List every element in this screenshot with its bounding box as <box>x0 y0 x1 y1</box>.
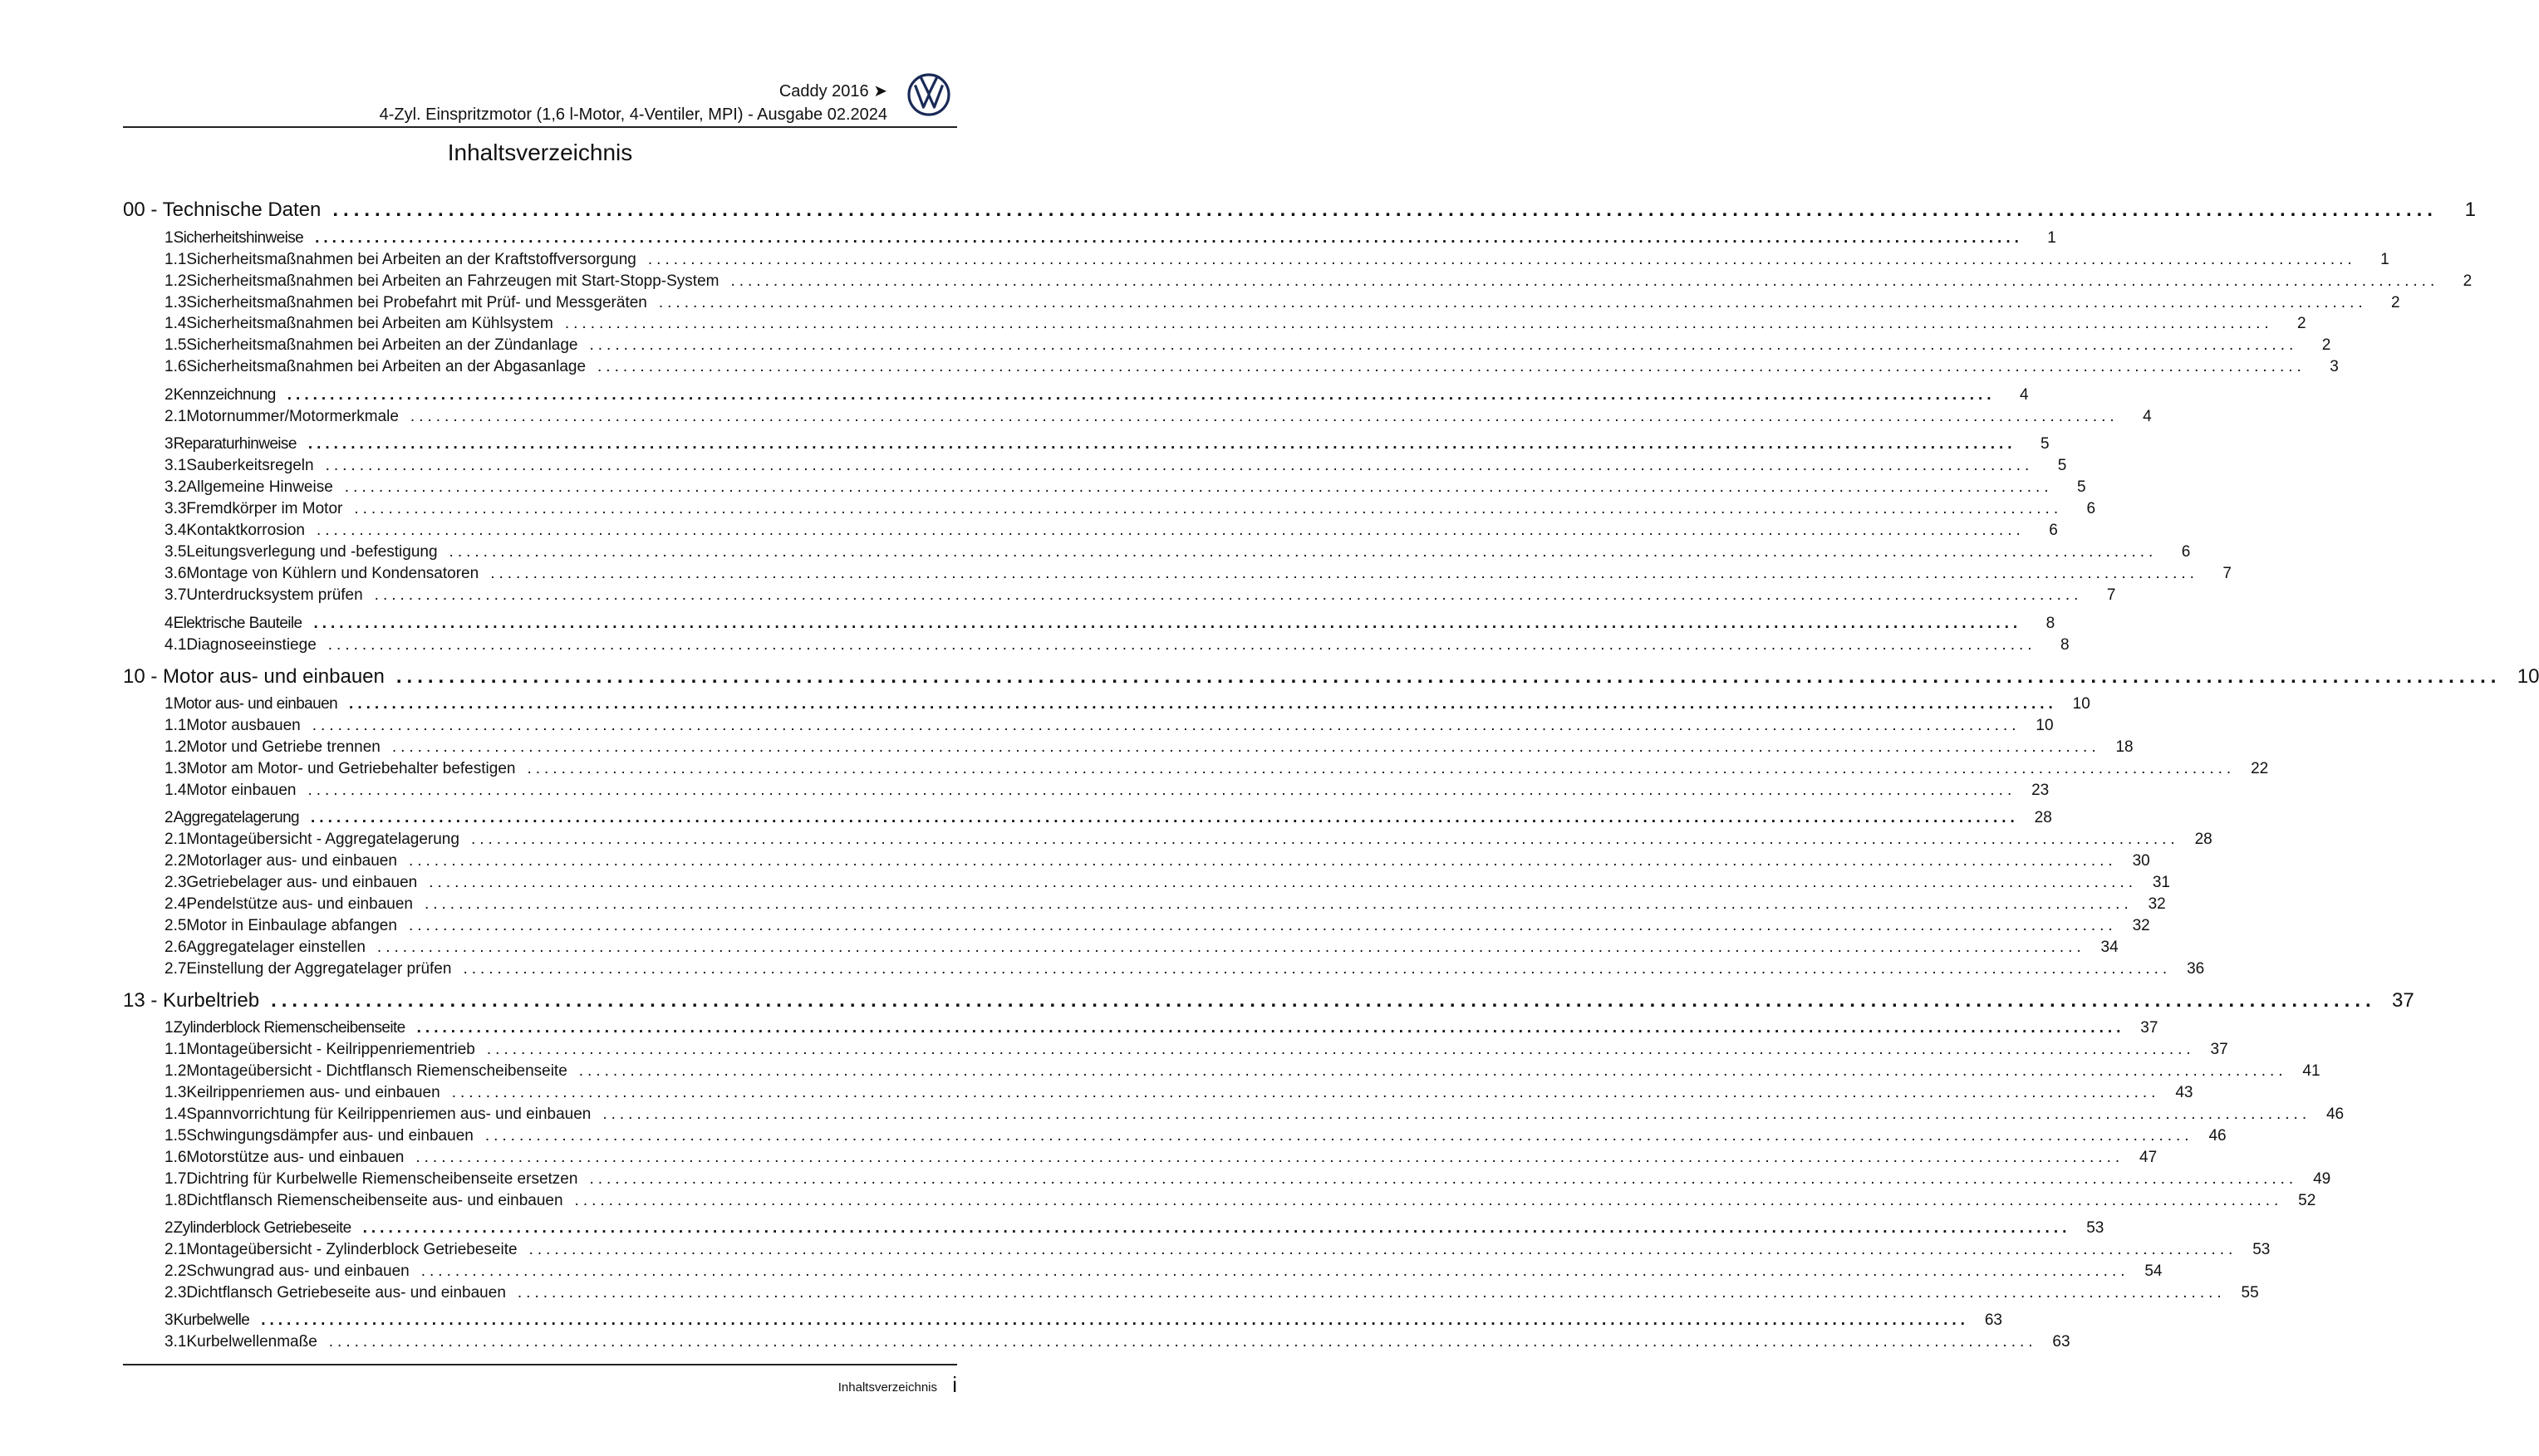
toc-dot-leader: ........................................................................................................................................................................................................ <box>376 939 2085 956</box>
toc-entry-title: Montageübersicht - Zylinderblock Getriebeseite <box>186 1241 518 1258</box>
toc-entry-title: Dichtflansch Getriebeseite aus- und einbauen <box>186 1284 506 1302</box>
toc-page-number: 5 <box>2057 457 2067 474</box>
toc-sub-row[interactable] <box>123 895 2166 914</box>
toc-dot-leader: ........................................................................................................................................................................................................ <box>312 717 2021 734</box>
toc-page-number: 2 <box>2321 336 2331 354</box>
toc-section-row[interactable] <box>123 1018 2158 1038</box>
toc-entry-title: Sicherheitsmaßnahmen bei Arbeiten an Fahrzeugen mit Start-Stopp-System <box>186 272 719 290</box>
toc-entry-number: 3.1 <box>165 457 187 474</box>
toc-entry-title: Aggregatelagerung <box>173 809 300 826</box>
toc-page-number: 47 <box>2139 1149 2158 1166</box>
toc-page-number: 63 <box>1984 1311 2002 1329</box>
toc-entry-number: 1.4 <box>165 782 187 799</box>
toc-entry-title: Spannvorrichtung für Keilrippenriemen aus- und einbauen <box>186 1105 592 1123</box>
toc-dot-leader: ........................................................................................................................................................................................................ <box>408 917 2117 934</box>
toc-entry-number: 2 <box>165 809 174 826</box>
toc-dot-leader: ........................................................................................................................................................................................................ <box>429 874 2137 891</box>
toc-entry-number: 1.6 <box>165 1149 187 1166</box>
toc-page-number: 37 <box>2140 1019 2158 1037</box>
toc-page-number: 10 <box>2517 665 2539 688</box>
toc-sub-row[interactable] <box>123 521 2058 541</box>
toc-entry-title: Motor aus- und einbauen <box>173 695 338 713</box>
toc-entry-number: 2.2 <box>165 1262 187 1280</box>
toc-page-number: 46 <box>2208 1127 2227 1145</box>
toc-dot-leader: ........................................................................................................................................................................................................ <box>490 565 2198 582</box>
toc-page-number: 36 <box>2187 960 2205 978</box>
toc-page-number: 1 <box>2464 199 2476 221</box>
toc-entry-title: Schwingungsdämpfer aus- und einbauen <box>186 1127 474 1145</box>
toc-section-row[interactable] <box>123 808 2052 828</box>
footer-label: Inhaltsverzeichnis <box>837 1380 937 1395</box>
toc-page-number: 63 <box>2052 1333 2070 1351</box>
toc-chapter-row[interactable] <box>123 198 2476 223</box>
toc-section-row[interactable] <box>123 434 2050 454</box>
toc-entry-title: Motorstütze aus- und einbauen <box>186 1149 405 1166</box>
toc-entry-number: 3.1 <box>165 1333 187 1351</box>
toc-entry-number: 1.8 <box>165 1192 187 1209</box>
toc-page-number: 55 <box>2241 1284 2259 1302</box>
toc-entry-title: Sicherheitsmaßnahmen bei Probefahrt mit Prüf- und Messgeräten <box>186 294 647 311</box>
toc-page-number: 4 <box>2143 408 2152 425</box>
toc-dot-leader: ........................................................................................................................................................................................................ <box>602 1105 2311 1123</box>
toc-page-number: 22 <box>2251 760 2269 777</box>
toc-page-number: 31 <box>2152 874 2170 891</box>
toc-entry-number: 1 <box>165 229 174 247</box>
toc-entry-number: 2 <box>165 1219 174 1237</box>
toc-sub-row[interactable] <box>123 959 2205 979</box>
toc-dot-leader: ........................................................................................................................................................................................................ <box>416 1019 2125 1037</box>
toc-entry-title: Keilrippenriemen aus- und einbauen <box>186 1084 440 1101</box>
toc-page-number: 34 <box>2100 939 2119 956</box>
footer-page-number: i <box>952 1372 957 1397</box>
toc-entry-title: Sicherheitsmaßnahmen bei Arbeiten an der Zündanlage <box>186 336 578 354</box>
toc-page-number: 7 <box>2106 586 2116 604</box>
toc-dot-leader: ........................................................................................................................................................................................................ <box>261 1311 1969 1329</box>
toc-section-row[interactable] <box>123 385 2029 405</box>
toc-dot-leader: ........................................................................................................................................................................................................ <box>589 336 2298 354</box>
toc-page-number: 54 <box>2144 1262 2163 1280</box>
toc-page-number: 41 <box>2302 1062 2320 1080</box>
toc-entry-title: Sicherheitshinweise <box>173 229 304 247</box>
toc-page-number: 10 <box>2072 695 2090 713</box>
toc-chapter-row[interactable] <box>123 664 2539 689</box>
toc-page-number: 2 <box>2297 315 2306 332</box>
toc-sub-row[interactable] <box>123 716 2054 736</box>
toc-entry-number: 2.1 <box>165 1241 187 1258</box>
toc-dot-leader: ........................................................................................................................................................................................................ <box>408 852 2117 870</box>
toc-entry-number: 1.7 <box>165 1170 187 1188</box>
toc-dot-leader: ........................................................................................................................................................................................................ <box>528 1241 2237 1258</box>
toc-page-number: 37 <box>2210 1041 2228 1058</box>
toc-sub-row[interactable] <box>123 1105 2345 1125</box>
header-engine: 4-Zyl. Einspritzmotor (1,6 l-Motor, 4-Ventiler, MPI) - Ausgabe 02.2024 <box>379 105 887 124</box>
toc-entry-number: 1.2 <box>165 738 187 756</box>
toc-dot-leader: ........................................................................................................................................................................................................ <box>420 1262 2129 1280</box>
toc-dot-leader: ........................................................................................................................................................................................................ <box>307 782 2016 799</box>
toc-page-number: 1 <box>2047 229 2056 247</box>
toc-sub-row[interactable] <box>123 873 2170 893</box>
toc-page-number: 2 <box>2463 272 2473 290</box>
toc-dot-leader: ........................................................................................................................................................................................................ <box>517 1284 2226 1302</box>
toc-sub-row[interactable] <box>123 1169 2331 1189</box>
toc-section-row[interactable] <box>123 228 2056 248</box>
toc-page-number: 1 <box>2380 251 2389 268</box>
toc-page-number: 52 <box>2298 1192 2316 1209</box>
toc-dot-leader: ........................................................................................................................................................................................................ <box>486 1041 2195 1058</box>
toc-entry-number: 2.1 <box>165 831 187 848</box>
toc-entry-title: Einstellung der Aggregatelager prüfen <box>186 960 452 978</box>
toc-entry-title: Aggregatelager einstellen <box>186 939 366 956</box>
toc-entry-title: Zylinderblock Getriebeseite <box>173 1219 351 1237</box>
toc-sub-row[interactable] <box>123 293 2400 313</box>
toc-dot-leader: ........................................................................................................................................................................................................ <box>332 199 2438 221</box>
toc-sub-row[interactable] <box>123 407 2152 427</box>
toc-entry-title: Sicherheitsmaßnahmen bei Arbeiten am Kühlsystem <box>186 315 553 332</box>
toc-entry-title: Montageübersicht - Dichtflansch Riemenscheibenseite <box>186 1062 567 1080</box>
toc-entry-title: Schwungrad aus- und einbauen <box>186 1262 410 1280</box>
toc-dot-leader: ........................................................................................................................................................................................................ <box>415 1149 2124 1166</box>
toc-page-number: 8 <box>2060 636 2070 654</box>
toc-entry-number: 10 - Motor aus- und einbauen <box>123 665 385 688</box>
toc-dot-leader: ........................................................................................................................................................................................................ <box>287 386 1996 404</box>
toc-entry-number: 1.1 <box>165 1041 187 1058</box>
toc-entry-title: Kurbelwellenmaße <box>186 1333 317 1351</box>
toc-entry-number: 1.2 <box>165 1062 187 1080</box>
toc-entry-number: 1.1 <box>165 717 187 734</box>
toc-dot-leader: ........................................................................................................................................................................................................ <box>463 960 2172 978</box>
toc-entry-title: Sauberkeitsregeln <box>186 457 314 474</box>
toc-entry-title: Zylinderblock Riemenscheibenseite <box>173 1019 405 1037</box>
toc-dot-leader: ........................................................................................................................................................................................................ <box>449 543 2158 561</box>
toc-entry-title: Dichtring für Kurbelwelle Riemenscheibenseite ersetzen <box>186 1170 578 1188</box>
toc-entry-title: Diagnoseeinstiege <box>186 636 317 654</box>
toc-sub-row[interactable] <box>123 1061 2320 1081</box>
toc-sub-row[interactable] <box>123 1191 2316 1211</box>
toc-page-number: 5 <box>2076 478 2086 496</box>
toc-sub-row[interactable] <box>123 851 2150 871</box>
toc-entry-number: 3 <box>165 1311 174 1329</box>
toc-dot-leader: ........................................................................................................................................................................................................ <box>313 615 2022 632</box>
toc-sub-row[interactable] <box>123 336 2331 355</box>
toc-page-number: 3 <box>2330 358 2339 375</box>
toc-entry-number: 2 <box>165 386 174 404</box>
toc-page-number: 6 <box>2086 500 2096 517</box>
toc-page-number: 53 <box>2086 1219 2104 1237</box>
toc-entry-number: 2.7 <box>165 960 187 978</box>
toc-entry-title: Reparaturhinweise <box>173 435 297 453</box>
toc-sub-row[interactable] <box>123 1126 2227 1146</box>
toc-entry-title: Allgemeine Hinweise <box>186 478 333 496</box>
toc-entry-number: 2.1 <box>165 408 187 425</box>
page-footer <box>123 1364 957 1399</box>
toc-sub-row[interactable] <box>123 916 2150 936</box>
toc-page-number: 32 <box>2148 895 2166 913</box>
toc-entry-number: 3.4 <box>165 522 187 539</box>
toc-sub-row[interactable] <box>123 830 2212 850</box>
toc-page-number: 46 <box>2325 1105 2345 1123</box>
toc-section-row[interactable] <box>123 694 2090 714</box>
toc-entry-number: 3.6 <box>165 565 187 582</box>
toc-entry-number: 3.7 <box>165 586 187 604</box>
toc-dot-leader: ........................................................................................................................................................................................................ <box>349 695 2057 713</box>
toc-page-number: 8 <box>2045 615 2055 632</box>
toc-dot-leader: ........................................................................................................................................................................................................ <box>730 272 2439 290</box>
toc-page-number: 49 <box>2313 1170 2331 1188</box>
toc-entry-number: 2.5 <box>165 917 187 934</box>
toc-dot-leader: ........................................................................................................................................................................................................ <box>597 358 2306 375</box>
toc-dot-leader: ........................................................................................................................................................................................................ <box>589 1170 2298 1188</box>
toc-entry-number: 1.5 <box>165 336 187 354</box>
toc-entry-number: 13 - Kurbeltrieb <box>123 989 260 1012</box>
toc-page-number: 32 <box>2132 917 2150 934</box>
toc-entry-title: Motor und Getriebe trennen <box>186 738 381 756</box>
toc-dot-leader: ........................................................................................................................................................................................................ <box>271 989 2376 1012</box>
toc-page-number: 43 <box>2175 1084 2193 1101</box>
toc-entry-number: 2.3 <box>165 874 187 891</box>
toc-page-number: 4 <box>2019 386 2029 404</box>
toc-sub-row[interactable] <box>123 1083 2193 1103</box>
toc-dot-leader: ........................................................................................................................................................................................................ <box>391 738 2100 756</box>
toc-page-number: 7 <box>2222 565 2232 582</box>
toc-entry-title: Kontaktkorrosion <box>186 522 305 539</box>
toc-entry-number: 3.2 <box>165 478 187 496</box>
toc-sub-row[interactable] <box>123 456 2067 476</box>
toc-entry-title: Pendelstütze aus- und einbauen <box>186 895 413 913</box>
toc-entry-number: 2.4 <box>165 895 187 913</box>
toc-entry-number: 1.3 <box>165 1084 187 1101</box>
toc-sub-row[interactable] <box>123 357 2339 377</box>
toc-entry-title: Dichtflansch Riemenscheibenseite aus- und einbauen <box>186 1192 563 1209</box>
toc-sub-row[interactable] <box>123 314 2306 334</box>
toc-section-row[interactable] <box>123 1311 2002 1331</box>
toc-entry-title: Unterdrucksystem prüfen <box>186 586 363 604</box>
toc-dot-leader: ........................................................................................................................................................................................................ <box>658 294 2367 311</box>
toc-page-number: 6 <box>2049 522 2058 539</box>
toc-page-number: 53 <box>2252 1241 2271 1258</box>
toc-sub-row[interactable] <box>123 1332 2070 1352</box>
toc-sub-row[interactable] <box>123 586 2116 605</box>
toc-entry-number: 3 <box>165 435 174 453</box>
toc-entry-number: 1.3 <box>165 760 187 777</box>
toc-entry-title: Kennzeichnung <box>173 386 276 404</box>
toc-entry-number: 3.3 <box>165 500 187 517</box>
toc-entry-title: Leitungsverlegung und -befestigung <box>186 543 438 561</box>
toc-entry-title: Motorlager aus- und einbauen <box>186 852 397 870</box>
toc-entry-number: 2.2 <box>165 852 187 870</box>
toc-entry-title: Motornummer/Motormerkmale <box>186 408 399 425</box>
toc-dot-leader: ........................................................................................................................................................................................................ <box>527 760 2236 777</box>
toc-page-number: 28 <box>2034 809 2052 826</box>
toc-entry-title: Montageübersicht - Aggregatelagerung <box>186 831 459 848</box>
toc-dot-leader: ........................................................................................................................................................................................................ <box>395 665 2502 688</box>
toc-entry-number: 00 - Technische Daten <box>123 199 322 221</box>
toc-entry-number: 1.1 <box>165 251 187 268</box>
toc-dot-leader: ........................................................................................................................................................................................................ <box>327 636 2036 654</box>
toc-dot-leader: ........................................................................................................................................................................................................ <box>374 586 2083 604</box>
toc-sub-row[interactable] <box>123 250 2389 270</box>
toc-sub-row[interactable] <box>123 478 2086 498</box>
toc-entry-title: Fremdkörper im Motor <box>186 500 343 517</box>
toc-entry-title: Elektrische Bauteile <box>173 615 302 632</box>
toc-entry-number: 1.4 <box>165 1105 187 1123</box>
toc-entry-number: 1.2 <box>165 272 187 290</box>
toc-entry-title: Motor ausbauen <box>186 717 301 734</box>
toc-page-number: 10 <box>2036 717 2054 734</box>
toc-dot-leader: ........................................................................................................................................................................................................ <box>574 1192 2283 1209</box>
toc-page-number: 23 <box>2031 782 2050 799</box>
toc-dot-leader: ........................................................................................................................................................................................................ <box>564 315 2273 332</box>
toc-page-number: 28 <box>2194 831 2212 848</box>
toc-sub-row[interactable] <box>123 635 2070 655</box>
toc-entry-title: Montageübersicht - Keilrippenriementrieb <box>186 1041 475 1058</box>
toc-entry-title: Kurbelwelle <box>173 1311 250 1329</box>
toc-entry-title: Sicherheitsmaßnahmen bei Arbeiten an der Abgasanlage <box>186 358 587 375</box>
toc-page-number: 2 <box>2391 294 2400 311</box>
toc-dot-leader: ........................................................................................................................................................................................................ <box>578 1062 2287 1080</box>
toc-entry-number: 3.5 <box>165 543 187 561</box>
toc-entry-number: 1.3 <box>165 294 187 311</box>
header-model: Caddy 2016 ➤ <box>778 82 887 100</box>
toc-entry-title: Motor einbauen <box>186 782 297 799</box>
toc-entry-title: Montage von Kühlern und Kondensatoren <box>186 565 479 582</box>
toc-dot-leader: ........................................................................................................................................................................................................ <box>325 457 2034 474</box>
toc-entry-title: Motor in Einbaulage abfangen <box>186 917 397 934</box>
toc-sub-row[interactable] <box>123 1240 2271 1260</box>
toc-entry-number: 4.1 <box>165 636 187 654</box>
toc-entry-title: Sicherheitsmaßnahmen bei Arbeiten an der Kraftstoffversorgung <box>186 251 636 268</box>
toc-sub-row[interactable] <box>123 1148 2158 1168</box>
toc-dot-leader: ........................................................................................................................................................................................................ <box>317 522 2025 539</box>
toc-sub-row[interactable] <box>123 1040 2228 1060</box>
toc-page-number: 30 <box>2132 852 2150 870</box>
toc-entry-number: 1 <box>165 1019 174 1037</box>
toc-sub-row[interactable] <box>123 499 2096 519</box>
toc-dot-leader: ........................................................................................................................................................................................................ <box>484 1127 2193 1145</box>
toc-entry-number: 2.6 <box>165 939 187 956</box>
toc-entry-number: 1.6 <box>165 358 187 375</box>
toc-page-number: 37 <box>2391 989 2414 1012</box>
toc-sub-row[interactable] <box>123 1283 2259 1303</box>
toc-dot-leader: ........................................................................................................................................................................................................ <box>328 1333 2037 1351</box>
toc-sub-row[interactable] <box>123 738 2134 757</box>
toc-entry-title: Motor am Motor- und Getriebehalter befestigen <box>186 760 516 777</box>
toc-dot-leader: ........................................................................................................................................................................................................ <box>311 809 2019 826</box>
toc-dot-leader: ........................................................................................................................................................................................................ <box>362 1219 2071 1237</box>
toc-sub-row[interactable] <box>123 1262 2163 1282</box>
toc-dot-leader: ........................................................................................................................................................................................................ <box>424 895 2133 913</box>
toc-dot-leader: ........................................................................................................................................................................................................ <box>410 408 2119 425</box>
toc-section-row[interactable] <box>123 1218 2104 1238</box>
toc-dot-leader: ........................................................................................................................................................................................................ <box>354 500 2063 517</box>
toc-sub-row[interactable] <box>123 542 2191 562</box>
toc-page-number: 6 <box>2181 543 2191 561</box>
toc-dot-leader: ........................................................................................................................................................................................................ <box>344 478 2053 496</box>
page-title: Inhaltsverzeichnis <box>447 140 633 165</box>
toc-dot-leader: ........................................................................................................................................................................................................ <box>647 251 2356 268</box>
toc-page-number: 5 <box>2041 435 2050 453</box>
toc-section-row[interactable] <box>123 614 2055 634</box>
toc-entry-number: 1.4 <box>165 315 187 332</box>
toc-dot-leader: ........................................................................................................................................................................................................ <box>315 229 2023 247</box>
toc-sub-row[interactable] <box>123 781 2050 801</box>
toc-entry-number: 1 <box>165 695 174 713</box>
toc-dot-leader: ........................................................................................................................................................................................................ <box>451 1084 2160 1101</box>
toc-sub-row[interactable] <box>123 564 2232 584</box>
toc-sub-row[interactable] <box>123 272 2473 292</box>
toc-entry-number: 2.3 <box>165 1284 187 1302</box>
toc-sub-row[interactable] <box>123 759 2269 779</box>
toc-entry-title: Getriebelager aus- und einbauen <box>186 874 418 891</box>
toc-sub-row[interactable] <box>123 938 2119 958</box>
toc-chapter-row[interactable] <box>123 988 2414 1013</box>
toc-entry-number: 4 <box>165 615 174 632</box>
toc-dot-leader: ........................................................................................................................................................................................................ <box>307 435 2016 453</box>
toc-page-number: 18 <box>2115 738 2134 756</box>
toc-entry-number: 1.5 <box>165 1127 187 1145</box>
toc-dot-leader: ........................................................................................................................................................................................................ <box>470 831 2179 848</box>
